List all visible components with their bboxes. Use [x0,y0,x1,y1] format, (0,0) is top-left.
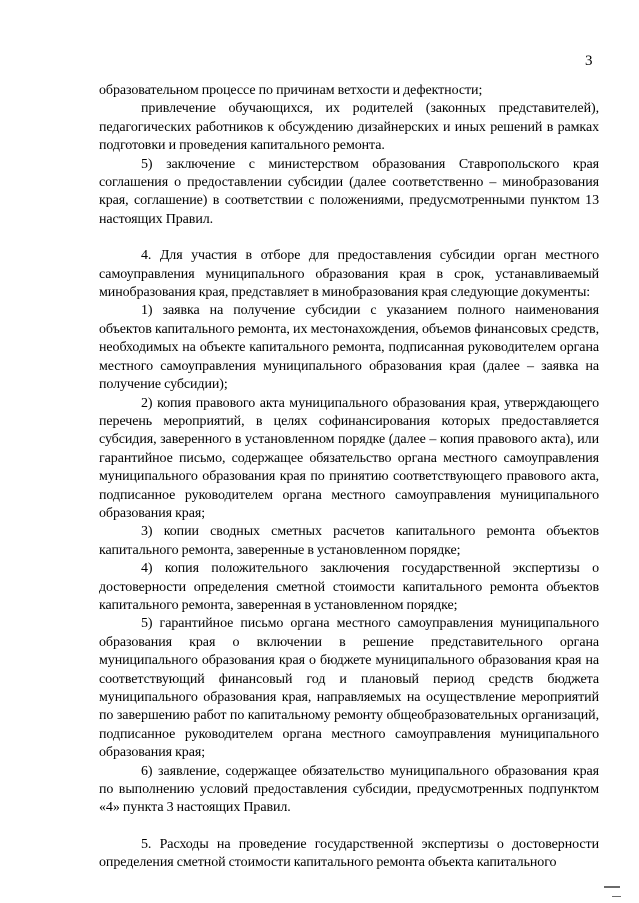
page-number: 3 [585,53,593,69]
paragraph-item-5-agreement: 5) заключение с министерством образования Ставропольского края соглашения о предоставлении субсидии (далее соответственно – минобразования края, соглашение) в соответствии с положениями, предусмотренными пунктом 13 настоящих Правил. [99,156,599,227]
paragraph-section-4: 4. Для участия в отборе для предоставления субсидии орган местного самоуправления муниципального образования края в срок, устанавливаемый минобразования края, представляет в минобразования края следующие документы: [99,248,599,301]
paragraph-involvement: привлечение обучающихся, их родителей (законных представителей), педагогических работников к обсуждению дизайнерских и иных решений в рамках подготовки и проведения капитального ремонта. [99,101,599,154]
paragraph-item-1-application: 1) заявка на получение субсидии с указанием полного наименования объектов капитального ремонта, их местонахождения, объемов финансовых средств, необходимых на объекте капитального ремонта, подписанная руководителем органа местного самоуправления муниципального образования края (далее – заявка на получение субсидии); [99,303,599,393]
paragraph-item-6-statement: 6) заявление, содержащее обязательство муниципального образования края по выполнению условий предоставления субсидии, предусмотренных подпунктом «4» пункта 3 настоящих Правил. [99,763,599,816]
paragraph-line-education-process: образовательном процессе по причинам ветхости и дефектности; [99,83,483,98]
paragraph-item-3-estimates: 3) копии сводных сметных расчетов капитального ремонта объектов капитального ремонта, заверенные в установленном порядке; [99,524,599,558]
paragraph-item-2-legal-act: 2) копия правового акта муниципального образования края, утверждающего перечень мероприятий, в целях софинансирования которых предоставляется субсидия, заверенного в установленном порядке (далее – копия правового акта), или гарантийное письмо, содержащее обязательство органа местного самоуправления муниципального образования края по принятию соответствующего правового акта, подписанное руководителем органа местного самоуправления муниципального образования края; [99,395,599,521]
scan-mark-right [604,886,620,888]
paragraph-item-4-expertise: 4) копия положительного заключения государственной экспертизы о достоверности определения сметной стоимости капитального ремонта объектов капитального ремонта, заверенная в установленном порядке; [99,561,599,613]
paragraph-item-5-guarantee-letter: 5) гарантийное письмо органа местного самоуправления муниципального образования края о включении в решение представительного органа муниципального образования края о бюджете муниципального образования края на соответствующий финансовый год и плановый период средств бюджета муниципального образования края, направляемых на осуществление мероприятий по завершению работ по капитальному ремонту общеобразовательных организаций, подписанное руководителем органа местного самоуправления муниципального образования края; [99,616,599,761]
scan-mark-right-small [612,896,621,897]
document-body [99,82,599,873]
paragraph-section-5: 5. Расходы на проведение государственной экспертизы о достоверности определения сметной стоимости капитального ремонта объекта капитального [99,836,599,871]
